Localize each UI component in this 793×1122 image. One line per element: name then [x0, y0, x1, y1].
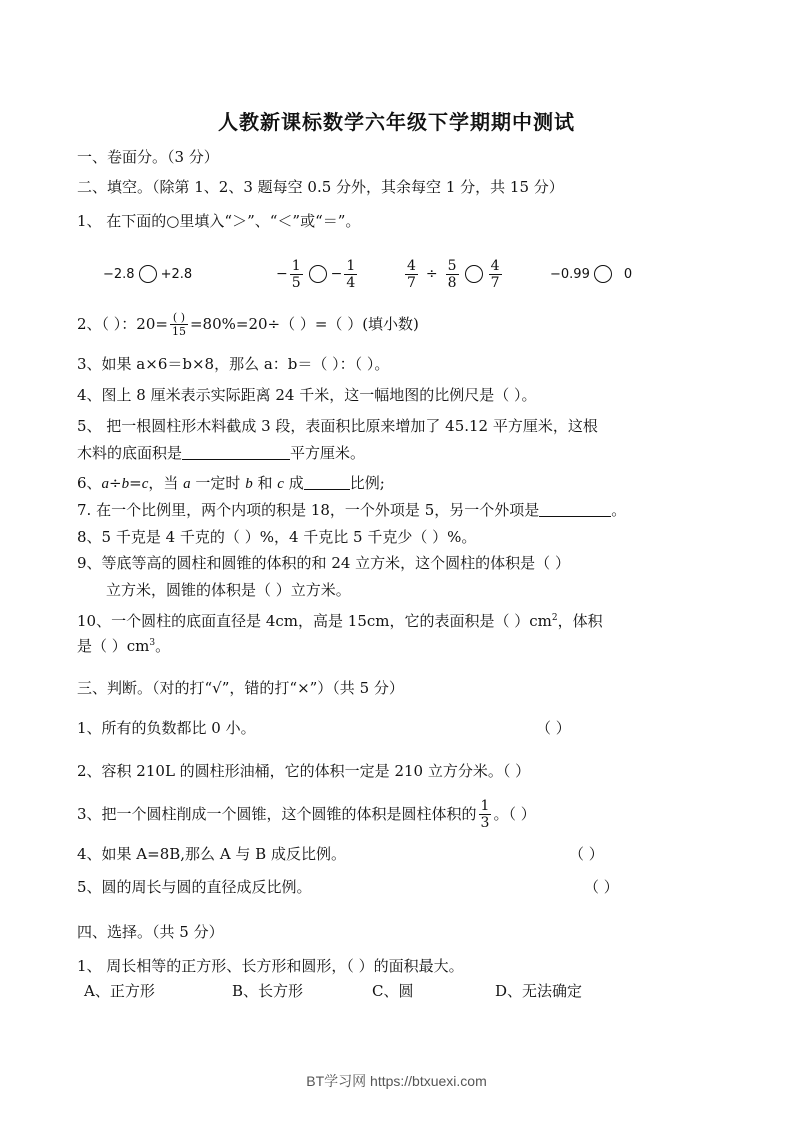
divide-sign: ÷	[109, 474, 122, 492]
question-9-line-2: 立方米，圆锥的体积是（ ）立方米。	[106, 581, 351, 599]
q6-text: 成	[283, 474, 304, 492]
fraction-numerator: 5	[447, 257, 457, 274]
question-5-line-2	[77, 443, 365, 463]
answer-blank[interactable]	[182, 445, 290, 460]
fraction-4-7	[405, 258, 418, 291]
superscript: 2	[551, 613, 558, 623]
judge-4: 4、如果 A=8B,那么 A 与 B 成反比例。	[77, 845, 346, 863]
fraction-numerator: 1	[291, 257, 301, 274]
comparison-a	[103, 250, 192, 298]
var-b: b	[121, 476, 130, 492]
q6-text: ，当	[148, 474, 184, 492]
fraction-numerator: 1	[346, 257, 356, 274]
question-1: 1、 在下面的○里填入“＞”、“＜”或“＝”。	[77, 212, 361, 230]
comparison-b	[276, 250, 359, 298]
fraction-denominator: 3	[480, 814, 490, 831]
question-4: 4、图上 8 厘米表示实际距离 24 千米，这一幅地图的比例尺是（ ）。	[77, 386, 537, 404]
question-8: 8、5 千克是 4 千克的（ ）%，4 千克比 5 千克少（ ）%。	[77, 528, 477, 546]
q6-number: 6、	[77, 474, 102, 492]
section-4-heading: 四、选择。（共 5 分）	[77, 923, 224, 941]
question-2	[77, 310, 419, 338]
var-a: a	[183, 476, 191, 492]
compare-circle-c[interactable]	[465, 265, 483, 283]
judge-3-answer[interactable]: 。（ ）	[493, 805, 536, 823]
var-a: a	[101, 476, 110, 492]
fraction-1-5	[290, 258, 303, 291]
var-c: c	[277, 476, 284, 492]
q6-text: 比例;	[349, 474, 385, 492]
fraction-numerator: 4	[407, 257, 416, 274]
q6-text: 一定时	[190, 474, 246, 492]
question-10-text: ，体积	[557, 612, 603, 630]
question-10-text: 10、一个圆柱的底面直径是 4cm，高是 15cm，它的表面积是（ ）cm	[77, 612, 552, 630]
question-10-line-2	[77, 633, 170, 656]
question-5-line-1: 5、 把一根圆柱形木料截成 3 段，表面积比原来增加了 45.12 平方厘米，这根	[77, 417, 598, 435]
fraction-denominator: 15	[171, 324, 186, 338]
choice-option-d[interactable]: D、无法确定	[495, 982, 583, 1000]
divide-sign: ÷	[425, 266, 438, 282]
fraction-numerator: 4	[490, 257, 500, 274]
fraction-5-8	[446, 258, 459, 291]
fraction-4-7	[489, 258, 502, 291]
fraction-numerator-blank[interactable]: ( )	[172, 310, 186, 324]
question-7-end: 。	[611, 501, 627, 519]
question-6	[77, 473, 385, 494]
question-2-part-b: =80%=20÷（ ）=（ ）(填小数)	[189, 315, 419, 333]
question-2-part-a: 2、（ ）：20=	[77, 315, 168, 333]
comparison-c	[403, 250, 504, 298]
question-3: 3、如果 a×6＝b×8，那么 a：b＝（ ）：（ ）。	[77, 355, 390, 373]
question-7	[77, 500, 626, 520]
compare-circle-a[interactable]	[139, 265, 157, 283]
compare-circle-d[interactable]	[594, 265, 612, 283]
fraction-denominator: 7	[407, 274, 416, 291]
equals-sign: =	[129, 474, 142, 492]
judge-3	[77, 794, 536, 834]
var-b: b	[245, 476, 253, 492]
fraction-1-3	[479, 798, 492, 831]
judge-1: 1、所有的负数都比 0 小。	[77, 719, 256, 737]
question-5-unit: 平方厘米。	[290, 444, 366, 462]
comparison-a-right: +2.8	[160, 266, 193, 282]
fraction-denominator: 5	[291, 274, 301, 291]
question-5-text: 木料的底面积是	[77, 444, 183, 462]
fraction-blank-15	[170, 311, 188, 338]
judge-5-answer[interactable]: （ ）	[584, 878, 619, 896]
minus-sign: −	[276, 266, 288, 282]
question-10-line-1	[77, 608, 603, 631]
judge-1-answer[interactable]: （ ）	[536, 719, 571, 737]
answer-blank[interactable]	[539, 502, 611, 517]
page-title: 人教新课标数学六年级下学期期中测试	[218, 110, 575, 134]
fraction-denominator: 7	[490, 274, 500, 291]
question-10-text: 。	[155, 637, 171, 655]
choice-option-b[interactable]: B、长方形	[232, 982, 304, 1000]
section-1-heading: 一、卷面分。（3 分）	[77, 148, 219, 166]
fraction-denominator: 8	[447, 274, 457, 291]
choice-option-a[interactable]: A、正方形	[84, 982, 155, 1000]
section-3-heading: 三、判断。（对的打“√”，错的打“×”）（共 5 分）	[77, 679, 404, 697]
fraction-numerator: 1	[480, 797, 490, 814]
fraction-1-4	[344, 258, 357, 291]
judge-3-text: 3、把一个圆柱削成一个圆锥，这个圆锥的体积是圆柱体积的	[77, 805, 477, 823]
question-9-line-1: 9、等底等高的圆柱和圆锥的体积的和 24 立方米，这个圆柱的体积是（ ）	[77, 554, 570, 572]
var-c: c	[141, 476, 149, 492]
superscript: 3	[149, 638, 156, 648]
judge-2: 2、容积 210L 的圆柱形油桶，它的体积一定是 210 立方分米。（ ）	[77, 762, 531, 780]
comparison-d-left: −0.99	[550, 266, 590, 282]
section-2-heading: 二、填空。（除第 1、2、3 题每空 0.5 分外，其余每空 1 分，共 15 分）	[77, 178, 564, 196]
minus-sign: −	[330, 266, 343, 282]
question-10-text: 是（ ）cm	[77, 637, 150, 655]
comparison-d-right: 0	[623, 266, 633, 282]
question-7-text: 7. 在一个比例里，两个内项的积是 18，一个外项是 5，另一个外项是	[77, 501, 540, 519]
answer-blank[interactable]	[304, 475, 350, 490]
choice-1: 1、 周长相等的正方形、长方形和圆形，（ ）的面积最大。	[77, 957, 464, 975]
choice-option-c[interactable]: C、圆	[372, 982, 414, 1000]
comparison-d	[550, 250, 632, 298]
q6-text: 和	[252, 474, 278, 492]
judge-4-answer[interactable]: （ ）	[569, 845, 604, 863]
compare-circle-b[interactable]	[309, 265, 327, 283]
footer-watermark: BT学习网 https://btxuexi.com	[306, 1073, 487, 1089]
fraction-denominator: 4	[346, 274, 356, 291]
judge-5: 5、圆的周长与圆的直径成反比例。	[77, 878, 312, 896]
comparison-a-left: −2.8	[103, 266, 135, 282]
